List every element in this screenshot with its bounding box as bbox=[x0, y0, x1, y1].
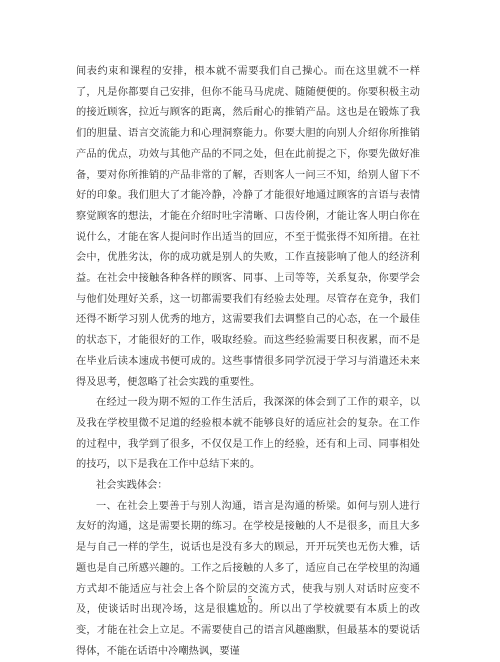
page-number: 5 bbox=[247, 596, 253, 606]
paragraph-2: 在经过一段为期不短的工作生活后，我深深的体会到了工作的艰辛，以及我在学校里微不足道的经验根本就不能够良好的适应社会的复杂。在工作的过程中，我学到了很多，不仅仅是工作上的经验，还有和上司、同事相处的技巧，以下是我在工作中总结下来的。 bbox=[76, 397, 420, 471]
paragraph-1: 间表约束和课程的安排，根本就不需要我们自己操心。而在这里就不一样了，凡是你都要自己安排，但你不能马马虎虎、随随便便的。你要积极主动的接近顾客，拉近与顾客的距离，然后耐心的推销产品。这也是在锻炼了我们的胆量、语言交流能力和心理洞察能力。你要大胆的向别人介绍你所推销产品的优点，功效与其他产品的不同之处，但在此前提之下，你要先做好准备，要对你所推销的产品非常的了解，否则客人一问三不知，给别人留下不好的印象。我们胆大了才能冷静，冷静了才能很好地通过顾客的言语与表情察觉顾客的想法，才能在介绍时吐字清晰、口齿伶俐，才能让客人明白你在说什么，才能在客人提问时作出适当的回应，不至于慌张得不知所措。在社会中，优胜劣汰，你的成功就是别人的失败，工作直接影响了他人的经济利益。在社会中接触各种各样的顾客、同事、上司等等，关系复杂，你要学会与他们处理好关系，这一切都需要我们有经验去处理。尽管存在竞争，我们还得不断学习别人优秀的地方，这需要我们去调整自己的心态，在一个最佳的状态下，才能很好的工作，吸取经验。而这些经验需要日积夜累，而不是在毕业后读本速成书便可成的。这些事情很多同学沉浸于学习与消遣还未来得及思考，便忽略了社会实践的重要性。 bbox=[76, 66, 420, 388]
document-body bbox=[76, 62, 420, 662]
paragraph-3: 一、在社会上要善于与别人沟通，语言是沟通的桥梁。如何与别人进行友好的沟通，这是需要长期的练习。在学校是接触的人不是很多，而且大多是与自己一样的学生，说话也是没有多大的顾忌，开开玩笑也无伤大雅，话题也是自己所感兴趣的。工作之后接触的人多了，适应自己在学校里的沟通方式却不能适应与社会上各个阶层的交流方式，使我与别人对话时应变不及，使谈话时出现冷场，这是很尴尬的。所以出了学校就要有本质上的改变，才能在社会上立足。不需要使自己的语言风趣幽默，但最基本的要说话得体，不能在话语中冷嘲热讽，要谨 bbox=[76, 500, 420, 657]
section-heading: 社会实践体会： bbox=[96, 480, 168, 492]
